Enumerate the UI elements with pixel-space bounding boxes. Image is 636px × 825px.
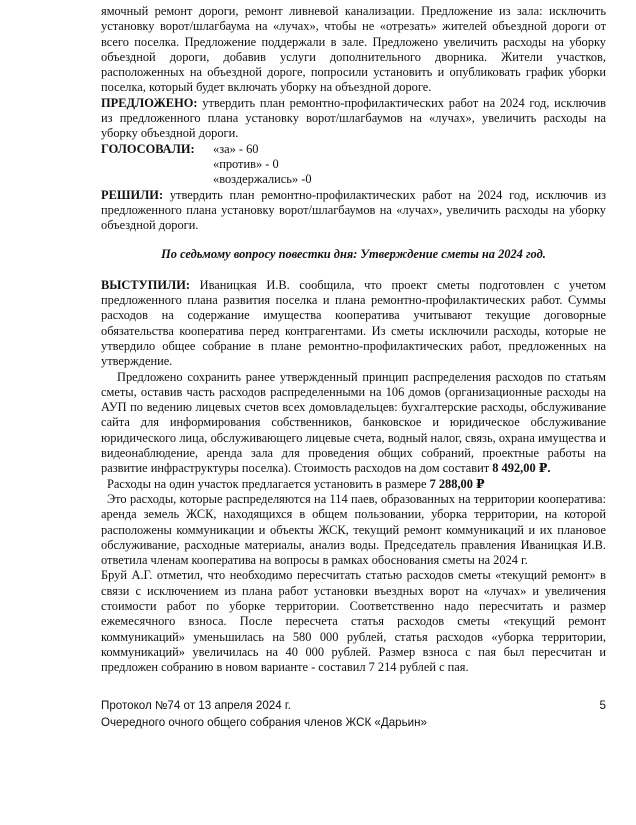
meeting-title: Очередного очного общего собрания членов ЖСК «Дарьин» [101, 716, 427, 729]
footer-row [101, 697, 606, 714]
amount-per-house: 8 492,00 ₽. [492, 461, 551, 476]
protocol-title: Протокол №74 от 13 апреля 2024 г. [101, 699, 291, 712]
shares-paragraph: Это расходы, которые распределяются на 114 паев, образованных на территории кооператива: аренда земель ЖСК, находящихся в общем пользовании, уборка территории, на которой расположены коммуникации и объекты ЖСК, текущий ремонт коммуникаций и их плановое обслуживание, расходные материалы, анализ воды. Председатель правления Иваницкая И.В. ответила членам кооператива на вопросы в рамках обоснования сметы на 2024 г. [101, 491, 606, 568]
page-footer [101, 697, 606, 731]
spoke-paragraph [101, 278, 606, 370]
proposed-text: утвердить план ремонтно-профилактических работ на 2024 год, исключив из предложенного плана установку ворот/шлагбаумов на «лучах», увеличить расходы на уборку объездной дороги. [101, 95, 606, 141]
vote-for: «за» - 60 [213, 141, 259, 156]
protocol-body [101, 4, 606, 675]
distribution-text: Предложено сохранить ранее утвержденный принцип распределения расходов по статьям сметы, оставив часть расходов распределенными на 106 домов (организационные расходы на АУП по ведению лицевых счетов всех домовладельцев: бухгалтерские расходы, обслуживание сайта для информирования собственников, банковское и юридическое обслуживание юридического лица, обслуживающего лицевые счета, водный налог, связь, охрана имущества и видеонаблюдение, аренда зала для проведения общих собраний, проектные работы на развитие инфраструктуры поселка). Стоимость расходов на дом составит [101, 369, 606, 476]
decided-paragraph [101, 188, 606, 234]
vote-against: «против» - 0 [213, 156, 279, 171]
plot-paragraph [101, 477, 606, 492]
distribution-paragraph [101, 370, 606, 477]
vote-results [213, 142, 606, 188]
decided-label: РЕШИЛИ: [101, 187, 164, 202]
agenda-item-heading: По седьмому вопросу повестки дня: Утверждение сметы на 2024 год. [161, 247, 546, 262]
page-number: 5 [599, 699, 606, 712]
proposed-paragraph [101, 96, 606, 142]
spoke-label: ВЫСТУПИЛИ: [101, 277, 191, 292]
amount-per-plot: 7 288,00 ₽ [429, 476, 485, 491]
bruy-paragraph: Бруй А.Г. отметил, что необходимо пересчитать статью расходов сметы «текущий ремонт» в связи с исключением из плана работ установки въездных ворот на «лучах» и увеличения стоимости работ по уборке территории. Соответственно надо пересчитать и размер ежемесячного взноса. После пересчета статья расходов сметы «текущий ремонт коммуникаций» уменьшилась на 580 000 рублей, статья расходов «уборка территории, коммуникаций» увеличилась на 40 000 рублей. Размер взноса с пая был пересчитан и предложен собранию в новом варианте - составил 7 214 рублей с пая. [101, 568, 606, 675]
spoke-text: Иваницкая И.В. сообщила, что проект сметы подготовлен с учетом предложенного плана развития поселка и плана ремонтно-профилактических работ. Суммы расходов на содержание имущества кооператива учитывают текущие договорные обязательства кооператива перед контрагентами. Из сметы исключили расходы, которые не утвердило общее собрание в плане ремонтно-профилактических работ, предложенных на утверждение. [101, 277, 606, 369]
vote-abstain: «воздержались» -0 [213, 172, 312, 187]
paragraph-proposals-from-floor: ямочный ремонт дороги, ремонт ливневой канализации. Предложение из зала: исключить установку ворот/шлагбаума на «лучах», чтобы не «отрезать» жителей объездной дороги от всего поселка. Предложение поддержали в зале. Предложено увеличить расходы на уборку объездной дороги, добавив услуги дополнительного дворника. Жители участков, расположенных на объездной дороге, попросили установить и опубликовать график уборки поселка, который будет включать уборку на объездной дороге. [101, 4, 606, 95]
decided-text: утвердить план ремонтно-профилактических работ на 2024 год, исключив из предложенного плана установку ворот/шлагбаумов на «лучах», увеличить расходы на уборку объездной дороги. [101, 187, 606, 233]
proposed-label: ПРЕДЛОЖЕНО: [101, 95, 198, 110]
voting-block [101, 142, 606, 188]
voted-label: ГОЛОСОВАЛИ: [101, 141, 195, 156]
plot-text: Расходы на один участок предлагается установить в размере [107, 476, 430, 491]
